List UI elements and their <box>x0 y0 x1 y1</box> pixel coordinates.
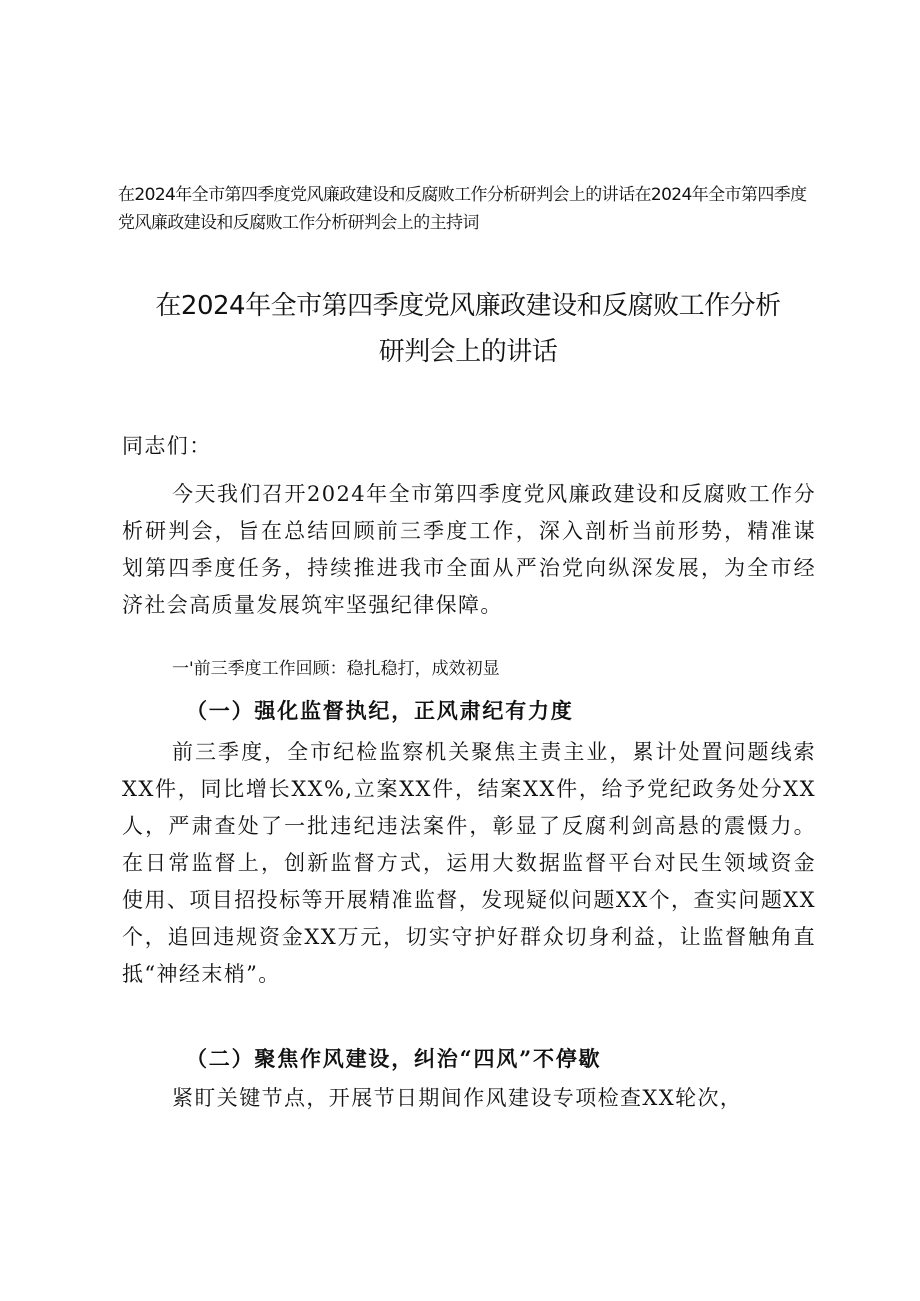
subsection-heading-1: （一）强化监督执纪，正风肃纪有力度 <box>186 698 574 723</box>
title-line-1: 在2024年全市第四季度党风廉政建设和反腐败工作分析 <box>155 291 781 321</box>
title-line-2: 研判会上的讲话 <box>378 337 558 367</box>
document-header: 在2024年全市第四季度党风廉政建设和反腐败工作分析研判会上的讲话在2024年全市第四季度党风廉政建设和反腐败工作分析研判会上的主持词 <box>118 185 807 233</box>
subsection-2-paragraph: 紧盯关键节点，开展节日期间作风建设专项检查XX轮次， <box>172 1086 743 1110</box>
intro-paragraph: 今天我们召开2024年全市第四季度党风廉政建设和反腐败工作分析研判会，旨在总结回顾前三季度工作，深入剖析当前形势，精准谋划第四季度任务，持续推进我市全面从严治党向纵深发展，为全市经济社会高质量发展筑牢坚强纪律保障。 <box>122 482 816 617</box>
section-heading-1: 一'前三季度工作回顾：稳扎稳打，成效初显 <box>172 659 500 679</box>
page-title <box>118 283 818 375</box>
greeting: 同志们： <box>122 434 212 458</box>
subsection-1-paragraph: 前三季度，全市纪检监察机关聚焦主责主业，累计处置问题线索XX件，同比增长XX%,立案XX件，结案XX件，给予党纪政务处分XX人，严肃查处了一批违纪违法案件，彰显了反腐利剑高悬的震慑力。在日常监督上，创新监督方式，运用大数据监督平台对民生领域资金使用、项目招投标等开展精准监督，发现疑似问题XX个，查实问题XX个，追回违规资金XX万元，切实守护好群众切身利益，让监督触角直抵“神经末梢”。 <box>122 740 816 986</box>
subsection-heading-2: （二）聚焦作风建设，纠治“四风”不停歇 <box>186 1046 602 1071</box>
